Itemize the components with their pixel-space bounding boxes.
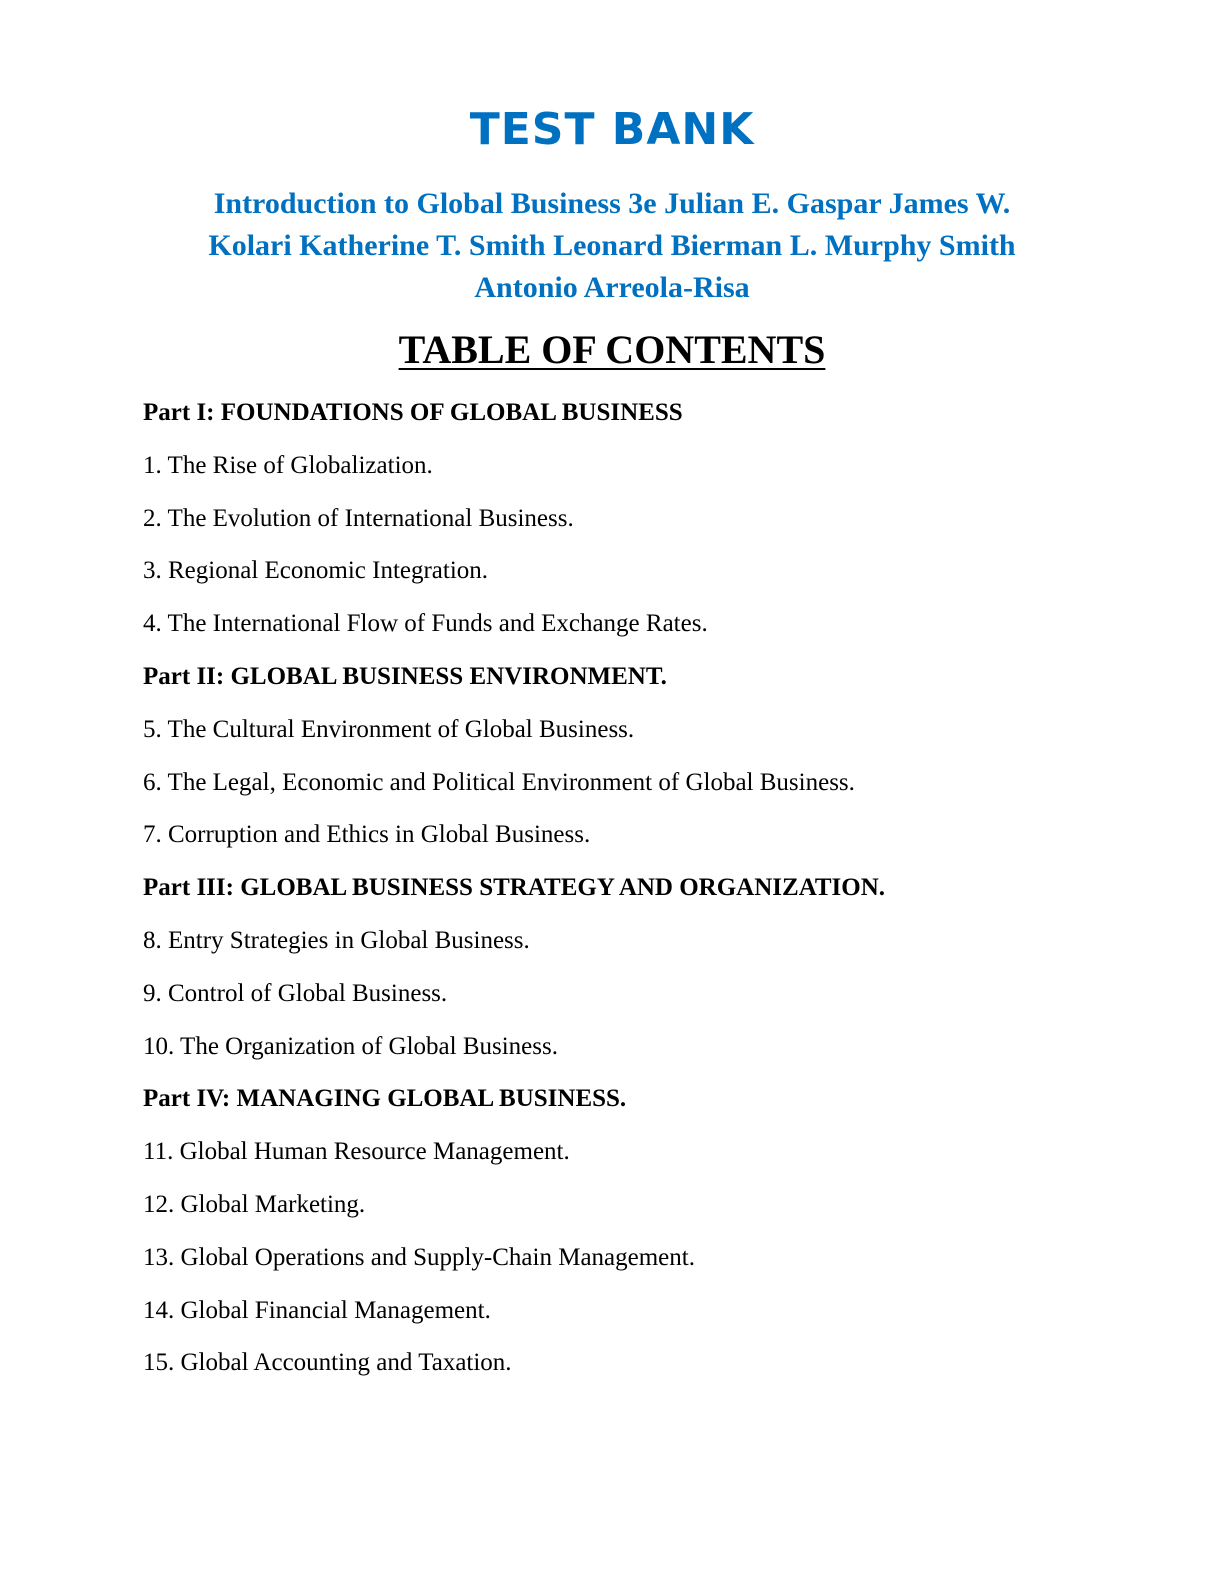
toc-chapter-item: 9. Control of Global Business. <box>143 979 448 1007</box>
toc-heading: TABLE OF CONTENTS <box>398 327 826 372</box>
document-title: TEST BANK <box>469 104 755 155</box>
subtitle-line: Antonio Arreola-Risa <box>474 271 750 304</box>
toc-chapter-item: 10. The Organization of Global Business. <box>143 1032 558 1060</box>
toc-chapter-item: 6. The Legal, Economic and Political Environment of Global Business. <box>143 768 855 796</box>
toc-chapter-item: 2. The Evolution of International Business. <box>143 504 574 532</box>
toc-chapter-item: 1. The Rise of Globalization. <box>143 451 433 479</box>
toc-part-heading: Part IV: MANAGING GLOBAL BUSINESS. <box>143 1085 627 1113</box>
toc-chapter-item: 14. Global Financial Management. <box>143 1296 491 1324</box>
toc-chapter-item: 4. The International Flow of Funds and Exchange Rates. <box>143 610 708 638</box>
toc-part-heading: Part III: GLOBAL BUSINESS STRATEGY AND ORGANIZATION. <box>143 874 886 902</box>
subtitle-line: Introduction to Global Business 3e Julian E. Gaspar James W. <box>213 187 1011 220</box>
toc-chapter-item: 12. Global Marketing. <box>143 1190 366 1218</box>
toc-part-heading: Part II: GLOBAL BUSINESS ENVIRONMENT. <box>143 662 667 690</box>
subtitle-line: Kolari Katherine T. Smith Leonard Bierman L. Murphy Smith <box>208 229 1016 262</box>
table-of-contents <box>143 389 1103 1392</box>
toc-chapter-item: 13. Global Operations and Supply-Chain Management. <box>143 1243 695 1271</box>
toc-part-heading: Part I: FOUNDATIONS OF GLOBAL BUSINESS <box>143 399 683 426</box>
toc-chapter-item: 5. The Cultural Environment of Global Business. <box>143 715 635 743</box>
toc-chapter-item: 15. Global Accounting and Taxation. <box>143 1349 512 1377</box>
toc-heading-wrapper <box>0 324 1224 376</box>
toc-chapter-item: 11. Global Human Resource Management. <box>143 1138 570 1166</box>
toc-chapter-item: 8. Entry Strategies in Global Business. <box>143 926 530 954</box>
toc-chapter-item: 7. Corruption and Ethics in Global Business. <box>143 821 591 849</box>
book-subtitle <box>140 183 1084 309</box>
toc-chapter-item: 3. Regional Economic Integration. <box>143 557 489 585</box>
